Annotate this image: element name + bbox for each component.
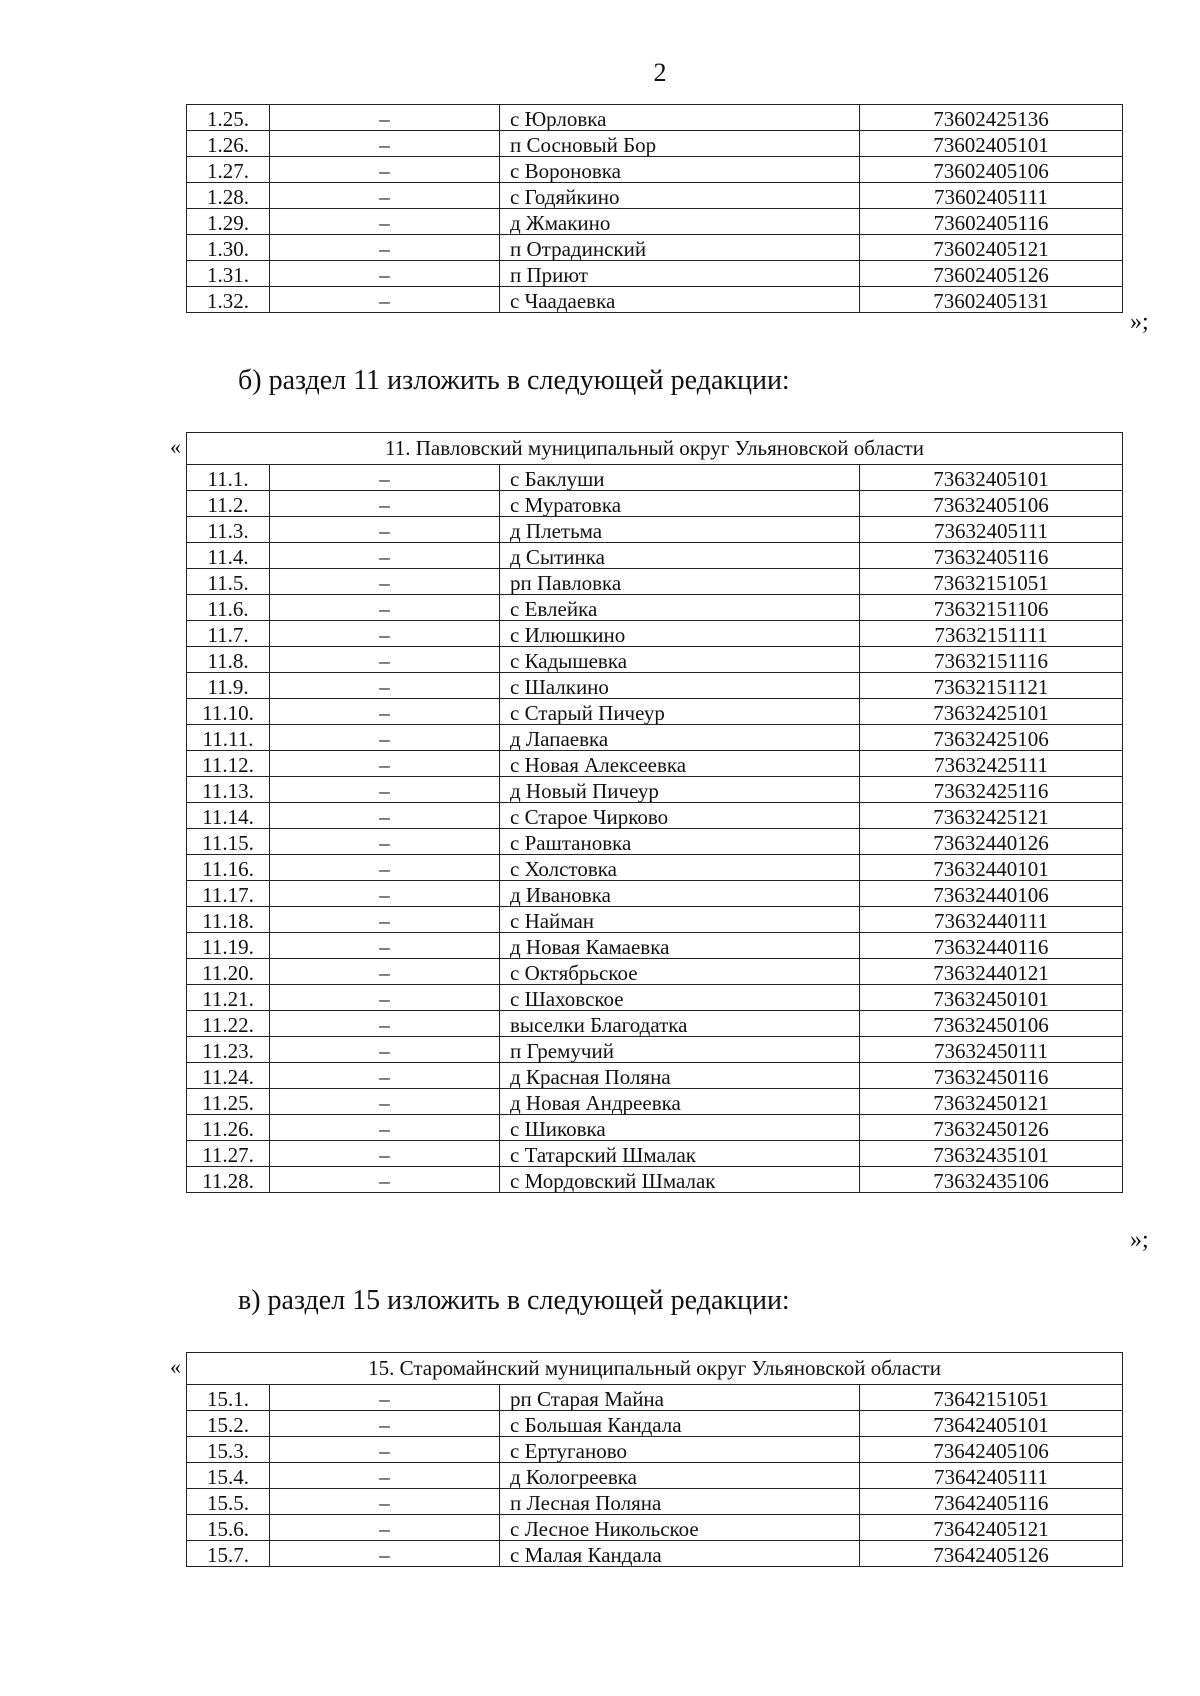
row-dash: –: [270, 157, 500, 183]
row-number: 15.3.: [187, 1437, 270, 1463]
table-row: [187, 1063, 1123, 1089]
oktmo-code: 73632405116: [860, 543, 1123, 569]
row-dash: –: [270, 595, 500, 621]
settlement-name: д Красная Поляна: [500, 1063, 860, 1089]
row-dash: –: [270, 491, 500, 517]
oktmo-code: 73632405106: [860, 491, 1123, 517]
table-row: [187, 261, 1123, 287]
table-row: [187, 855, 1123, 881]
oktmo-code: 73602405106: [860, 157, 1123, 183]
row-number: 15.5.: [187, 1489, 270, 1515]
section-15-table-wrap: [186, 1352, 1122, 1567]
table-row: [187, 131, 1123, 157]
table-row: [187, 1089, 1123, 1115]
row-number: 11.5.: [187, 569, 270, 595]
row-dash: –: [270, 1141, 500, 1167]
settlement-name: п Сосновый Бор: [500, 131, 860, 157]
oktmo-code: 73632151116: [860, 647, 1123, 673]
row-dash: –: [270, 803, 500, 829]
settlement-name: рп Старая Майна: [500, 1385, 860, 1411]
row-dash: –: [270, 1089, 500, 1115]
table-row: [187, 725, 1123, 751]
row-dash: –: [270, 673, 500, 699]
row-number: 11.28.: [187, 1167, 270, 1193]
table-row: [187, 673, 1123, 699]
table-row: [187, 183, 1123, 209]
table-row: [187, 517, 1123, 543]
section-prev-table: [186, 104, 1123, 313]
row-dash: –: [270, 1515, 500, 1541]
oktmo-code: 73632440121: [860, 959, 1123, 985]
row-dash: –: [270, 959, 500, 985]
table-row: [187, 829, 1123, 855]
oktmo-code: 73632425106: [860, 725, 1123, 751]
row-dash: –: [270, 261, 500, 287]
settlement-name: с Шалкино: [500, 673, 860, 699]
settlement-name: с Евлейка: [500, 595, 860, 621]
table-row: [187, 1011, 1123, 1037]
row-dash: –: [270, 1011, 500, 1037]
table-row: [187, 235, 1123, 261]
table-row: [187, 1037, 1123, 1063]
row-number: 1.25.: [187, 105, 270, 131]
row-number: 11.12.: [187, 751, 270, 777]
table-row: [187, 881, 1123, 907]
row-dash: –: [270, 725, 500, 751]
row-dash: –: [270, 1167, 500, 1193]
table-row: [187, 157, 1123, 183]
settlement-name: с Вороновка: [500, 157, 860, 183]
settlement-name: д Плетьма: [500, 517, 860, 543]
section-11-table: [186, 432, 1123, 1193]
row-number: 11.20.: [187, 959, 270, 985]
row-number: 11.19.: [187, 933, 270, 959]
row-dash: –: [270, 985, 500, 1011]
oktmo-code: 73632425111: [860, 751, 1123, 777]
settlement-name: с Найман: [500, 907, 860, 933]
table-row: [187, 699, 1123, 725]
instruction-b: б) раздел 11 изложить в следующей редакции:: [238, 365, 790, 396]
section-11-rows: [187, 465, 1123, 1193]
row-dash: –: [270, 287, 500, 313]
oktmo-code: 73632405111: [860, 517, 1123, 543]
settlement-name: д Новый Пичеур: [500, 777, 860, 803]
row-number: 11.16.: [187, 855, 270, 881]
section-15-rows: [187, 1385, 1123, 1567]
oktmo-code: 73642405101: [860, 1411, 1123, 1437]
settlement-name: с Шиковка: [500, 1115, 860, 1141]
row-number: 11.27.: [187, 1141, 270, 1167]
oktmo-code: 73632440106: [860, 881, 1123, 907]
row-number: 1.31.: [187, 261, 270, 287]
settlement-name: с Муратовка: [500, 491, 860, 517]
oktmo-code: 73642405121: [860, 1515, 1123, 1541]
oktmo-code: 73632440126: [860, 829, 1123, 855]
row-number: 11.10.: [187, 699, 270, 725]
settlement-name: д Кологреевка: [500, 1463, 860, 1489]
row-dash: –: [270, 517, 500, 543]
row-dash: –: [270, 1411, 500, 1437]
row-dash: –: [270, 465, 500, 491]
settlement-name: с Новая Алексеевка: [500, 751, 860, 777]
oktmo-code: 73602405111: [860, 183, 1123, 209]
settlement-name: с Холстовка: [500, 855, 860, 881]
row-number: 15.7.: [187, 1541, 270, 1567]
table-row: [187, 777, 1123, 803]
section-prev-table-wrap: [186, 104, 1122, 313]
instruction-v: в) раздел 15 изложить в следующей редакции:: [238, 1285, 790, 1316]
row-number: 11.23.: [187, 1037, 270, 1063]
table-row: [187, 465, 1123, 491]
row-dash: –: [270, 699, 500, 725]
row-dash: –: [270, 543, 500, 569]
oktmo-code: 73632440111: [860, 907, 1123, 933]
open-quote-15: «: [170, 1354, 181, 1379]
oktmo-code: 73632450126: [860, 1115, 1123, 1141]
settlement-name: с Ертуганово: [500, 1437, 860, 1463]
table-row: [187, 287, 1123, 313]
settlement-name: с Чаадаевка: [500, 287, 860, 313]
oktmo-code: 73632425121: [860, 803, 1123, 829]
oktmo-code: 73632435101: [860, 1141, 1123, 1167]
oktmo-code: 73602405101: [860, 131, 1123, 157]
row-dash: –: [270, 1385, 500, 1411]
settlement-name: п Отрадинский: [500, 235, 860, 261]
table-row: [187, 1541, 1123, 1567]
table-row: [187, 543, 1123, 569]
oktmo-code: 73632450111: [860, 1037, 1123, 1063]
open-quote-11: «: [170, 434, 181, 459]
row-number: 1.26.: [187, 131, 270, 157]
oktmo-code: 73632151106: [860, 595, 1123, 621]
settlement-name: д Жмакино: [500, 209, 860, 235]
table-row: [187, 751, 1123, 777]
row-number: 11.2.: [187, 491, 270, 517]
table-row: [187, 1489, 1123, 1515]
row-number: 11.25.: [187, 1089, 270, 1115]
settlement-name: с Годяйкино: [500, 183, 860, 209]
settlement-name: с Татарский Шмалак: [500, 1141, 860, 1167]
section-prev-rows: [187, 105, 1123, 313]
row-number: 1.32.: [187, 287, 270, 313]
row-number: 11.15.: [187, 829, 270, 855]
row-dash: –: [270, 855, 500, 881]
table-row: [187, 1385, 1123, 1411]
table-row: [187, 621, 1123, 647]
table-row: [187, 647, 1123, 673]
row-number: 11.21.: [187, 985, 270, 1011]
settlement-name: с Раштановка: [500, 829, 860, 855]
table-row: [187, 1167, 1123, 1193]
table-row: [187, 1463, 1123, 1489]
settlement-name: рп Павловка: [500, 569, 860, 595]
settlement-name: д Новая Камаевка: [500, 933, 860, 959]
oktmo-code: 73642405116: [860, 1489, 1123, 1515]
row-number: 15.6.: [187, 1515, 270, 1541]
table-row: [187, 1437, 1123, 1463]
settlement-name: выселки Благодатка: [500, 1011, 860, 1037]
oktmo-code: 73632440101: [860, 855, 1123, 881]
row-number: 1.27.: [187, 157, 270, 183]
row-number: 15.2.: [187, 1411, 270, 1437]
section-11-title-row: [187, 433, 1123, 465]
settlement-name: с Старое Чирково: [500, 803, 860, 829]
oktmo-code: 73632450121: [860, 1089, 1123, 1115]
settlement-name: с Шаховское: [500, 985, 860, 1011]
row-number: 11.13.: [187, 777, 270, 803]
settlement-name: с Мордовский Шмалак: [500, 1167, 860, 1193]
close-quote-11: »;: [1130, 1227, 1149, 1253]
table-row: [187, 209, 1123, 235]
table-row: [187, 907, 1123, 933]
row-dash: –: [270, 235, 500, 261]
row-dash: –: [270, 105, 500, 131]
settlement-name: д Ивановка: [500, 881, 860, 907]
settlement-name: п Лесная Поляна: [500, 1489, 860, 1515]
row-number: 1.30.: [187, 235, 270, 261]
table-row: [187, 1515, 1123, 1541]
table-row: [187, 105, 1123, 131]
settlement-name: д Сытинка: [500, 543, 860, 569]
oktmo-code: 73602405126: [860, 261, 1123, 287]
row-number: 11.8.: [187, 647, 270, 673]
row-dash: –: [270, 881, 500, 907]
table-row: [187, 595, 1123, 621]
section-15-title-row: [187, 1353, 1123, 1385]
oktmo-code: 73632425116: [860, 777, 1123, 803]
row-number: 11.3.: [187, 517, 270, 543]
row-number: 15.1.: [187, 1385, 270, 1411]
settlement-name: д Лапаевка: [500, 725, 860, 751]
oktmo-code: 73632440116: [860, 933, 1123, 959]
settlement-name: п Приют: [500, 261, 860, 287]
row-number: 11.24.: [187, 1063, 270, 1089]
table-row: [187, 1411, 1123, 1437]
row-dash: –: [270, 131, 500, 157]
row-number: 11.17.: [187, 881, 270, 907]
row-number: 11.26.: [187, 1115, 270, 1141]
close-quote-1: »;: [1130, 309, 1149, 335]
oktmo-code: 73602405121: [860, 235, 1123, 261]
oktmo-code: 73632405101: [860, 465, 1123, 491]
section-11-title: 11. Павловский муниципальный округ Ульяновской области: [187, 433, 1123, 465]
oktmo-code: 73602405116: [860, 209, 1123, 235]
oktmo-code: 73642405106: [860, 1437, 1123, 1463]
row-number: 11.18.: [187, 907, 270, 933]
settlement-name: с Малая Кандала: [500, 1541, 860, 1567]
row-dash: –: [270, 1489, 500, 1515]
table-row: [187, 491, 1123, 517]
oktmo-code: 73602425136: [860, 105, 1123, 131]
row-dash: –: [270, 1063, 500, 1089]
settlement-name: д Новая Андреевка: [500, 1089, 860, 1115]
row-dash: –: [270, 1541, 500, 1567]
row-number: 11.22.: [187, 1011, 270, 1037]
settlement-name: с Октябрьское: [500, 959, 860, 985]
settlement-name: с Большая Кандала: [500, 1411, 860, 1437]
row-number: 1.29.: [187, 209, 270, 235]
oktmo-code: 73642151051: [860, 1385, 1123, 1411]
oktmo-code: 73632450106: [860, 1011, 1123, 1037]
table-row: [187, 985, 1123, 1011]
row-dash: –: [270, 1037, 500, 1063]
table-row: [187, 569, 1123, 595]
oktmo-code: 73632435106: [860, 1167, 1123, 1193]
oktmo-code: 73602405131: [860, 287, 1123, 313]
row-number: 11.9.: [187, 673, 270, 699]
row-number: 15.4.: [187, 1463, 270, 1489]
row-dash: –: [270, 907, 500, 933]
row-number: 11.1.: [187, 465, 270, 491]
row-dash: –: [270, 751, 500, 777]
oktmo-code: 73632151121: [860, 673, 1123, 699]
row-number: 11.4.: [187, 543, 270, 569]
settlement-name: п Гремучий: [500, 1037, 860, 1063]
row-dash: –: [270, 1463, 500, 1489]
settlement-name: с Баклуши: [500, 465, 860, 491]
oktmo-code: 73632450116: [860, 1063, 1123, 1089]
row-dash: –: [270, 933, 500, 959]
row-number: 11.14.: [187, 803, 270, 829]
table-row: [187, 933, 1123, 959]
row-dash: –: [270, 829, 500, 855]
row-number: 11.6.: [187, 595, 270, 621]
table-row: [187, 1141, 1123, 1167]
row-dash: –: [270, 1437, 500, 1463]
row-number: 1.28.: [187, 183, 270, 209]
settlement-name: с Кадышевка: [500, 647, 860, 673]
oktmo-code: 73632151051: [860, 569, 1123, 595]
oktmo-code: 73632450101: [860, 985, 1123, 1011]
table-row: [187, 803, 1123, 829]
section-11-table-wrap: [186, 432, 1122, 1193]
row-dash: –: [270, 621, 500, 647]
oktmo-code: 73632425101: [860, 699, 1123, 725]
oktmo-code: 73642405111: [860, 1463, 1123, 1489]
settlement-name: с Илюшкино: [500, 621, 860, 647]
row-dash: –: [270, 183, 500, 209]
oktmo-code: 73642405126: [860, 1541, 1123, 1567]
row-dash: –: [270, 777, 500, 803]
row-number: 11.7.: [187, 621, 270, 647]
row-dash: –: [270, 569, 500, 595]
page-number: 2: [653, 58, 667, 87]
oktmo-code: 73632151111: [860, 621, 1123, 647]
section-15-title: 15. Старомайнский муниципальный округ Ульяновской области: [187, 1353, 1123, 1385]
settlement-name: с Юрловка: [500, 105, 860, 131]
table-row: [187, 1115, 1123, 1141]
settlement-name: с Лесное Никольское: [500, 1515, 860, 1541]
row-number: 11.11.: [187, 725, 270, 751]
row-dash: –: [270, 647, 500, 673]
table-row: [187, 959, 1123, 985]
section-15-table: [186, 1352, 1123, 1567]
row-dash: –: [270, 1115, 500, 1141]
row-dash: –: [270, 209, 500, 235]
settlement-name: с Старый Пичеур: [500, 699, 860, 725]
